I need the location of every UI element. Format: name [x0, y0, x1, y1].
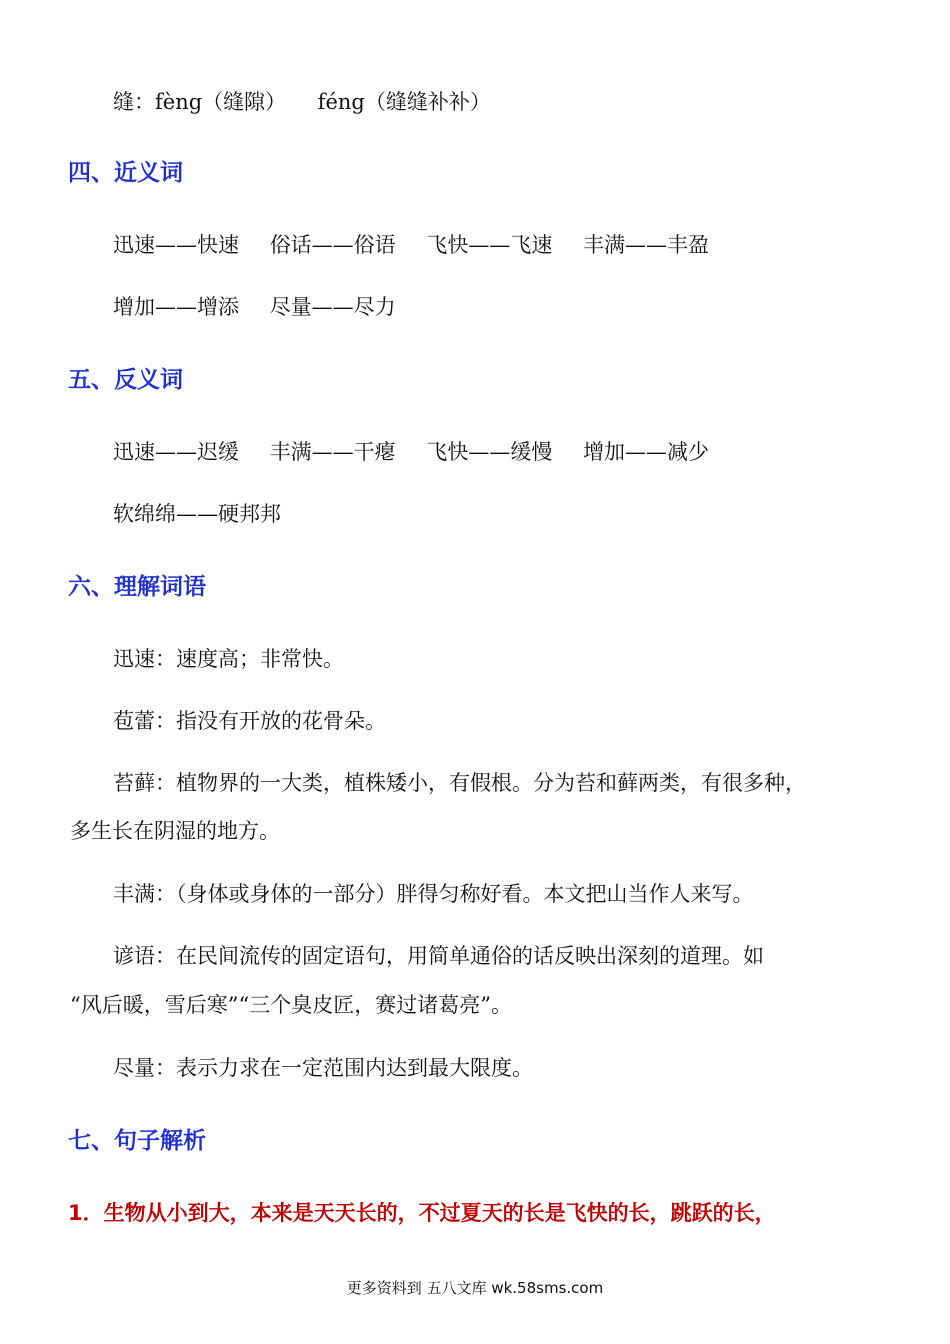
vocab-item-continuation: “风后暖，雪后寒”“三个臭皮匠，赛过诸葛亮”。 [70, 993, 512, 1017]
antonyms-row-2 [113, 500, 281, 528]
synonym-pair: 增加——增添 [113, 295, 239, 319]
vocab-item: 尽量：表示力求在一定范围内达到最大限度。 [113, 1056, 533, 1080]
synonym-pair: 俗话——俗语 [269, 233, 396, 257]
vocab-item: 丰满：（身体或身体的一部分）胖得匀称好看。本文把山当作人来写。 [113, 882, 754, 906]
synonyms-row-1 [113, 231, 709, 259]
antonym-pair: 丰满——干瘪 [269, 440, 396, 464]
synonym-pair: 迅速——快速 [113, 233, 239, 257]
vocab-item-continuation: 多生长在阴湿的地方。 [70, 819, 280, 843]
antonym-pair: 迅速——迟缓 [113, 440, 239, 464]
sentence-analysis-1: 1．生物从小到大，本来是天天长的，不过夏天的长是飞快的长，跳跃的长， [68, 1201, 776, 1225]
antonyms-row-1 [113, 438, 709, 466]
synonym-pair: 飞快——飞速 [426, 233, 553, 257]
antonym-pair: 飞快——缓慢 [426, 440, 553, 464]
polyphone-line: 缝：fèng（缝隙） féng（缝缝补补） [113, 90, 491, 114]
synonym-pair: 尽量——尽力 [269, 295, 396, 319]
vocab-item: 苔藓：植物界的一大类，植株矮小，有假根。分为苔和藓两类，有很多种， [113, 771, 806, 795]
section-heading-antonyms: 五、反义词 [68, 367, 183, 393]
vocab-item: 苞蕾：指没有开放的花骨朵。 [113, 709, 386, 733]
synonyms-row-2 [113, 293, 396, 321]
antonym-pair: 增加——减少 [583, 440, 710, 464]
section-heading-sentences: 七、句子解析 [68, 1128, 206, 1154]
page-footer: 更多资料到 五八文库 wk.58sms.com [346, 1279, 604, 1297]
vocab-item: 迅速：速度高；非常快。 [113, 647, 344, 671]
section-heading-synonyms: 四、近义词 [68, 160, 183, 186]
antonym-pair: 软绵绵——硬邦邦 [113, 502, 281, 526]
synonym-pair: 丰满——丰盈 [583, 233, 710, 257]
section-heading-vocab: 六、理解词语 [68, 574, 206, 600]
vocab-item: 谚语：在民间流传的固定语句，用简单通俗的话反映出深刻的道理。如 [113, 944, 764, 968]
